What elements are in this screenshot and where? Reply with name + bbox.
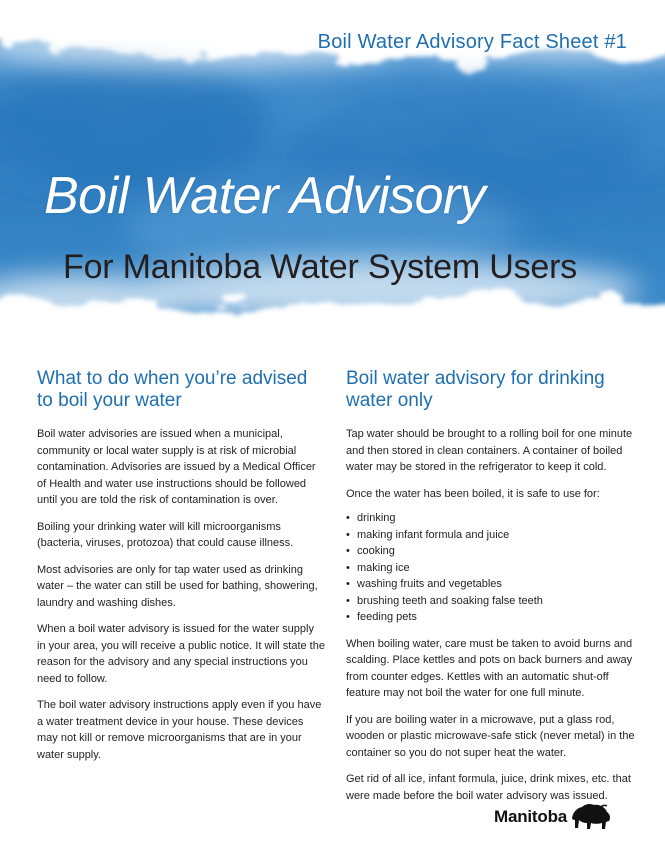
bullet-icon: • xyxy=(346,594,350,607)
list-item-text: making infant formula and juice xyxy=(357,528,510,541)
left-paragraph: When a boil water advisory is issued for the water supply in your area, you will receive a public notice. It will state the reason for the advisory and any special instructions you need to follow. xyxy=(37,623,325,685)
left-paragraph: The boil water advisory instructions apply even if you have a water treatment device in your house. These devices may not kill or remove microorganisms that are in your water supply. xyxy=(37,699,322,761)
manitoba-logo xyxy=(494,802,612,832)
left-paragraph: Boiling your drinking water will kill microorganisms (bacteria, viruses, protozoa) that could cause illness. xyxy=(37,520,294,549)
subtitle: For Manitoba Water System Users xyxy=(63,248,578,286)
bison-icon xyxy=(570,802,612,832)
fact-sheet-title: Boil Water Advisory Fact Sheet #1 xyxy=(317,31,627,53)
uses-list-intro: Once the water has been boiled, it is safe to use for: xyxy=(346,487,600,500)
list-item xyxy=(346,576,636,593)
right-paragraph: When boiling water, care must be taken to avoid burns and scalding. Place kettles and pots on back burners and away from counter edges. Kettles with an automatic shut-off feature may not boil the water for one full minute. xyxy=(346,637,633,699)
bullet-icon: • xyxy=(346,561,350,574)
left-paragraph: Most advisories are only for tap water used as drinking water – the water can still be used for bathing, showering, laundry and washing dishes. xyxy=(37,563,318,609)
left-paragraph: Boil water advisories are issued when a municipal, community or local water supply is at risk of microbial contamination. Advisories are issued by a Medical Officer of Health and water use instructions should be followed until you are told the risk of contamination is over. xyxy=(37,428,316,506)
list-item-text: washing fruits and vegetables xyxy=(357,578,502,590)
list-item-text: brushing teeth and soaking false teeth xyxy=(357,594,543,607)
right-intro-paragraph: Tap water should be brought to a rolling boil for one minute and then stored in clean containers. A container of boiled water may be stored in the refrigerator to keep it cold. xyxy=(346,428,633,473)
list-item-text: feeding pets xyxy=(357,611,417,623)
bullet-icon: • xyxy=(346,528,350,541)
main-title: Boil Water Advisory xyxy=(44,167,486,225)
right-column xyxy=(346,368,636,814)
list-item xyxy=(346,609,636,626)
list-item xyxy=(346,543,636,560)
bullet-icon: • xyxy=(346,611,350,623)
right-paragraph: Get rid of all ice, infant formula, juice, drink mixes, etc. that were made before the boil water advisory was issued. xyxy=(346,773,631,802)
list-item xyxy=(346,593,636,610)
list-item xyxy=(346,560,636,577)
bullet-icon: • xyxy=(346,578,350,590)
bullet-icon: • xyxy=(346,545,350,557)
left-column xyxy=(37,368,325,773)
right-paragraph: If you are boiling water in a microwave, put a glass rod, wooden or plastic microwave-safe stick (never metal) in the container so you do not super heat the water. xyxy=(346,713,635,759)
list-item xyxy=(346,527,636,544)
logo-wordmark: Manitoba xyxy=(494,807,568,826)
list-item-text: making ice xyxy=(357,561,410,574)
left-column-heading: What to do when you’re advised to boil your water xyxy=(37,368,308,411)
list-item-text: cooking xyxy=(357,545,395,557)
safe-uses-list xyxy=(346,510,636,626)
list-item-text: drinking xyxy=(357,512,396,524)
list-item xyxy=(346,510,636,527)
right-column-heading: Boil water advisory for drinking water only xyxy=(346,368,605,411)
bullet-icon: • xyxy=(346,512,350,524)
